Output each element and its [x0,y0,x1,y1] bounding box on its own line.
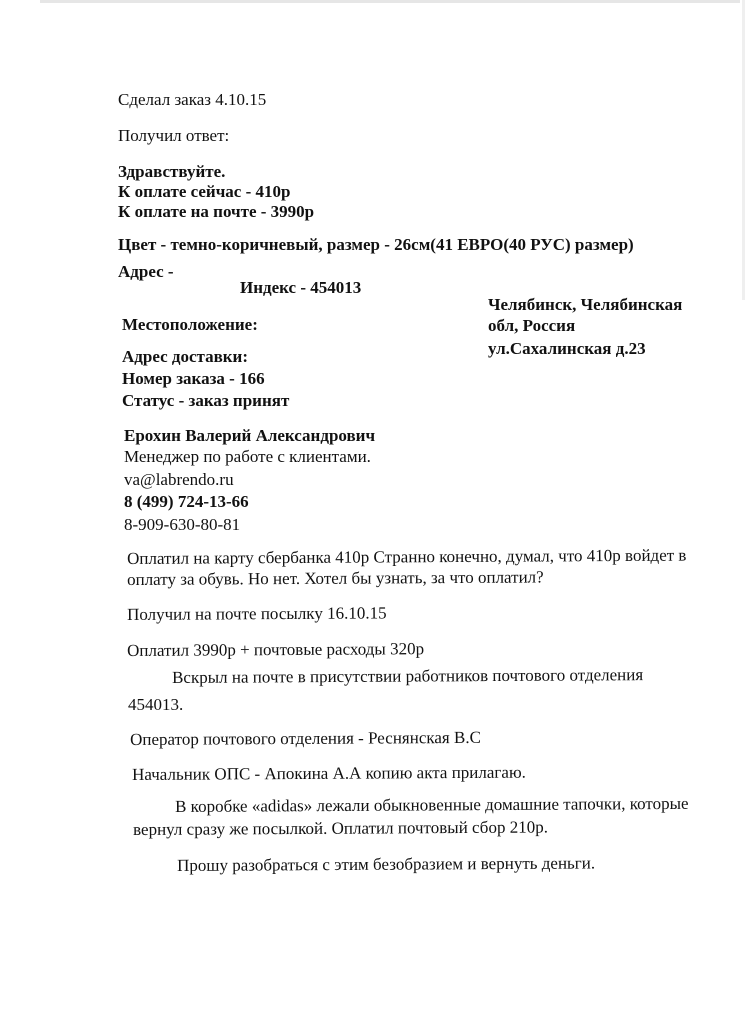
paragraph-2: Получил на почте посылку 16.10.15 [127,603,387,624]
pay-post-line: К оплате на почте - 3990р [118,202,315,221]
manager-phone-2: 8-909-630-80-81 [124,515,241,534]
paragraph-1-line-1: Оплатил на карту сбербанка 410р Странно конечно, думал, что 410р войдет в [127,545,687,568]
location-label: Местоположение: [122,315,258,334]
manager-phone-1: 8 (499) 724-13-66 [124,492,249,511]
paragraph-6: Начальник ОПС - Апокина А.А копию акта прилагаю. [132,762,526,784]
city-line-2: обл, Россия [488,316,576,335]
street-line: ул.Сахалинская д.23 [488,339,646,358]
pay-now-line: К оплате сейчас - 410р [118,182,291,201]
manager-email: va@labrendo.ru [124,470,234,489]
order-number-line: Номер заказа - 166 [122,369,265,388]
greeting-line: Здравствуйте. [118,162,226,181]
paragraph-3: Оплатил 3990р + почтовые расходы 320р [127,639,425,660]
index-line: Индекс - 454013 [240,278,362,297]
paragraph-5: Оператор почтового отделения - Реснянская В.С [130,727,481,749]
color-size-line: Цвет - темно-коричневый, размер - 26см(41 ЕВРО(40 РУС) размер) [118,235,634,254]
paragraph-4-line-2: 454013. [128,695,184,714]
order-date-line: Сделал заказ 4.10.15 [118,90,267,109]
paragraph-1-line-2: оплату за обувь. Но нет. Хотел бы узнать, за что оплатил? [127,567,544,589]
address-label: Адрес - [118,262,174,281]
paragraph-4-line-1: Вскрыл на почте в присутствии работников почтового отделения [172,665,644,687]
paragraph-8: Прошу разобраться с этим безобразием и вернуть деньги. [177,853,596,875]
status-line: Статус - заказ принят [122,391,290,410]
manager-title: Менеджер по работе с клиентами. [124,447,371,466]
manager-name: Ерохин Валерий Александрович [124,426,376,445]
scan-edge-top [40,0,740,3]
got-reply-line: Получил ответ: [118,126,230,145]
paragraph-7-line-1: В коробке «adidas» лежали обыкновенные домашние тапочки, которые [175,793,689,816]
paragraph-7-line-2: вернул сразу же посылкой. Оплатил почтовый сбор 210р. [133,817,548,839]
city-line-1: Челябинск, Челябинская [488,295,683,314]
delivery-address-label: Адрес доставки: [122,347,249,366]
